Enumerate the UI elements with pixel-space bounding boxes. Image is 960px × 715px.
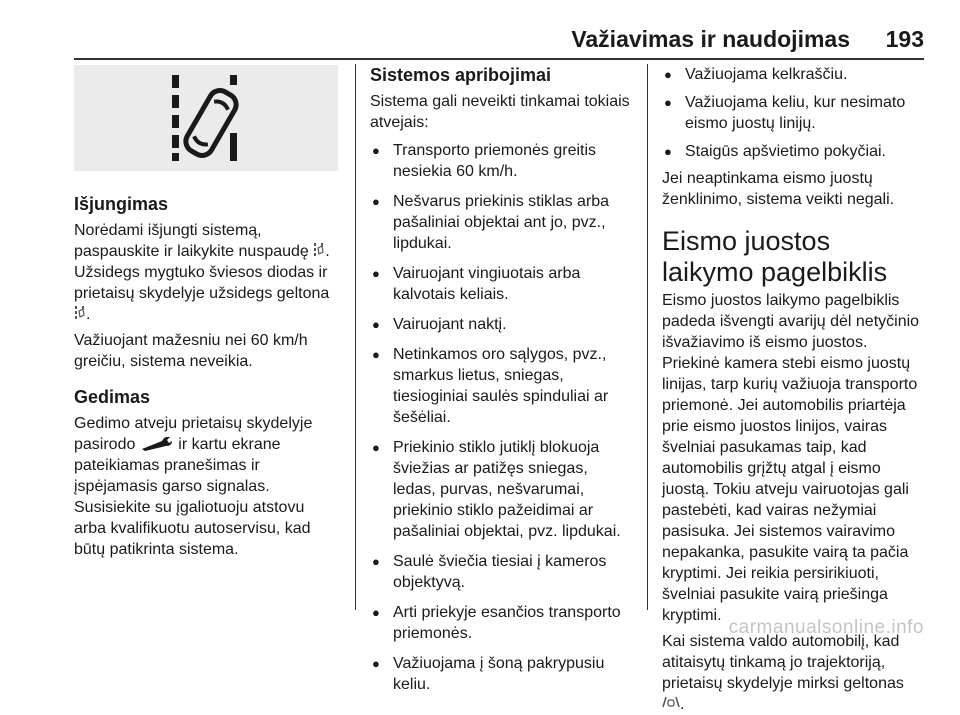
section-heading-sistemos-apribojimai: Sistemos apribojimai	[370, 65, 552, 85]
list-item: ● Transporto priemonės greitis nesiekia 60 km/h.	[370, 140, 632, 182]
section-heading-gedimas: Gedimas	[74, 387, 151, 407]
paragraph: Jei neaptinkama eismo juostų ženklinimo, sistema veikti negali.	[662, 170, 895, 208]
list-item: ● Saulė šviečia tiesiai į kameros objektyvą.	[370, 551, 632, 593]
header-rule	[74, 58, 924, 60]
lane-keep-assist-icon	[74, 65, 338, 171]
lane-keep-indicator-icon	[74, 305, 86, 319]
page-number: 193	[885, 26, 924, 52]
column-1	[74, 64, 340, 560]
list-item: ● Važiuojama į šoną pakrypusiu keliu.	[370, 653, 632, 695]
paragraph: Eismo juostos laikymo pagelbiklis padeda išvengti avarijų dėl netyčinio išvažiavimo iš eismo juostos. Priekinė kamera stebi eismo juostų linijas, tarp kurių važiuoja transporto priemonė. Jei automobilis priartėja prie eismo juostos linijos, vairas švelniai pasukamas taip, kad automobilis grįžtų atgal į eismo juostą. Tokiu atveju vairuotojas gali pastebėti, kad vairas nežymiai pasisuka. Jei sistemos vairavimo nepakanka, pasukite vairą ta pačia kryptimi. Jei reikia persirikiuoti, švelniai pasukite vairą priešinga kryptimi.	[662, 292, 920, 624]
list-item: ● Važiuojama keliu, kur nesimato eismo juostų linijų.	[662, 92, 926, 134]
lane-keep-button-icon	[313, 242, 325, 256]
watermark: carmanualsonline.info	[728, 617, 924, 638]
lane-keep-warning-icon	[662, 695, 680, 709]
limitations-list-continued	[662, 64, 926, 162]
list-item: ● Nešvarus priekinis stiklas arba pašaliniai objektai ant jo, pvz., lipdukai.	[370, 191, 632, 254]
list-item: ● Netinkamos oro sąlygos, pvz., smarkus lietus, sniegas, tiesioginiai saulės spinduliai ar šešėliai.	[370, 344, 632, 428]
column-divider-2	[647, 64, 648, 610]
paragraph: Užsidegs mygtuko šviesos diodas ir prietaisų skydelyje užsidegs geltona .	[74, 264, 330, 323]
limitations-list	[370, 140, 632, 695]
paragraph: Norėdami išjungti sistemą, paspauskite ir laikykite nuspaudę .	[74, 222, 330, 260]
page-title: Važiavimas ir naudojimas	[571, 26, 850, 52]
section-heading-isjungimas: Išjungimas	[74, 194, 169, 214]
list-item: ● Staigūs apšvietimo pokyčiai.	[662, 141, 926, 162]
lane-keep-illustration	[74, 65, 338, 171]
list-item: ● Arti priekyje esančios transporto priemonės.	[370, 602, 632, 644]
list-item: ● Priekinio stiklo jutiklį blokuoja šviežias ar patižęs sniegas, ledas, purvas, nešvarumai, priekinio stiklo pažeidimai ar pašaliniai objektai, pvz. lipdukai.	[370, 437, 632, 542]
column-2	[370, 64, 632, 695]
paragraph: Gedimo atveju prietaisų skydelyje pasirodo ir kartu ekrane pateikiamas pranešimas ir įspėjamasis garso signalas.	[74, 415, 313, 495]
section-heading-lane-keep-assist: Eismo juostos laikymo pagelbiklis	[662, 226, 888, 287]
paragraph: Važiuojant mažesniu nei 60 km/h greičiu, sistema neveikia.	[74, 332, 308, 370]
list-item: ● Vairuojant naktį.	[370, 314, 632, 335]
list-item: ● Važiuojama kelkraščiu.	[662, 64, 926, 85]
paragraph: Kai sistema valdo automobilį, kad atitaisytų tinkamą jo trajektoriją, prietaisų skydelyje mirksi geltonas .	[662, 633, 904, 713]
paragraph: Susisiekite su įgaliotuoju atstovu arba kvalifikuotu autoservisu, kad būtų patikrinta sistema.	[74, 499, 311, 558]
paragraph: Sistema gali neveikti tinkamai tokiais atvejais:	[370, 93, 630, 131]
wrench-icon	[140, 435, 174, 451]
list-item: ● Vairuojant vingiuotais arba kalvotais keliais.	[370, 263, 632, 305]
column-divider-1	[355, 64, 356, 610]
page-header	[0, 0, 960, 60]
